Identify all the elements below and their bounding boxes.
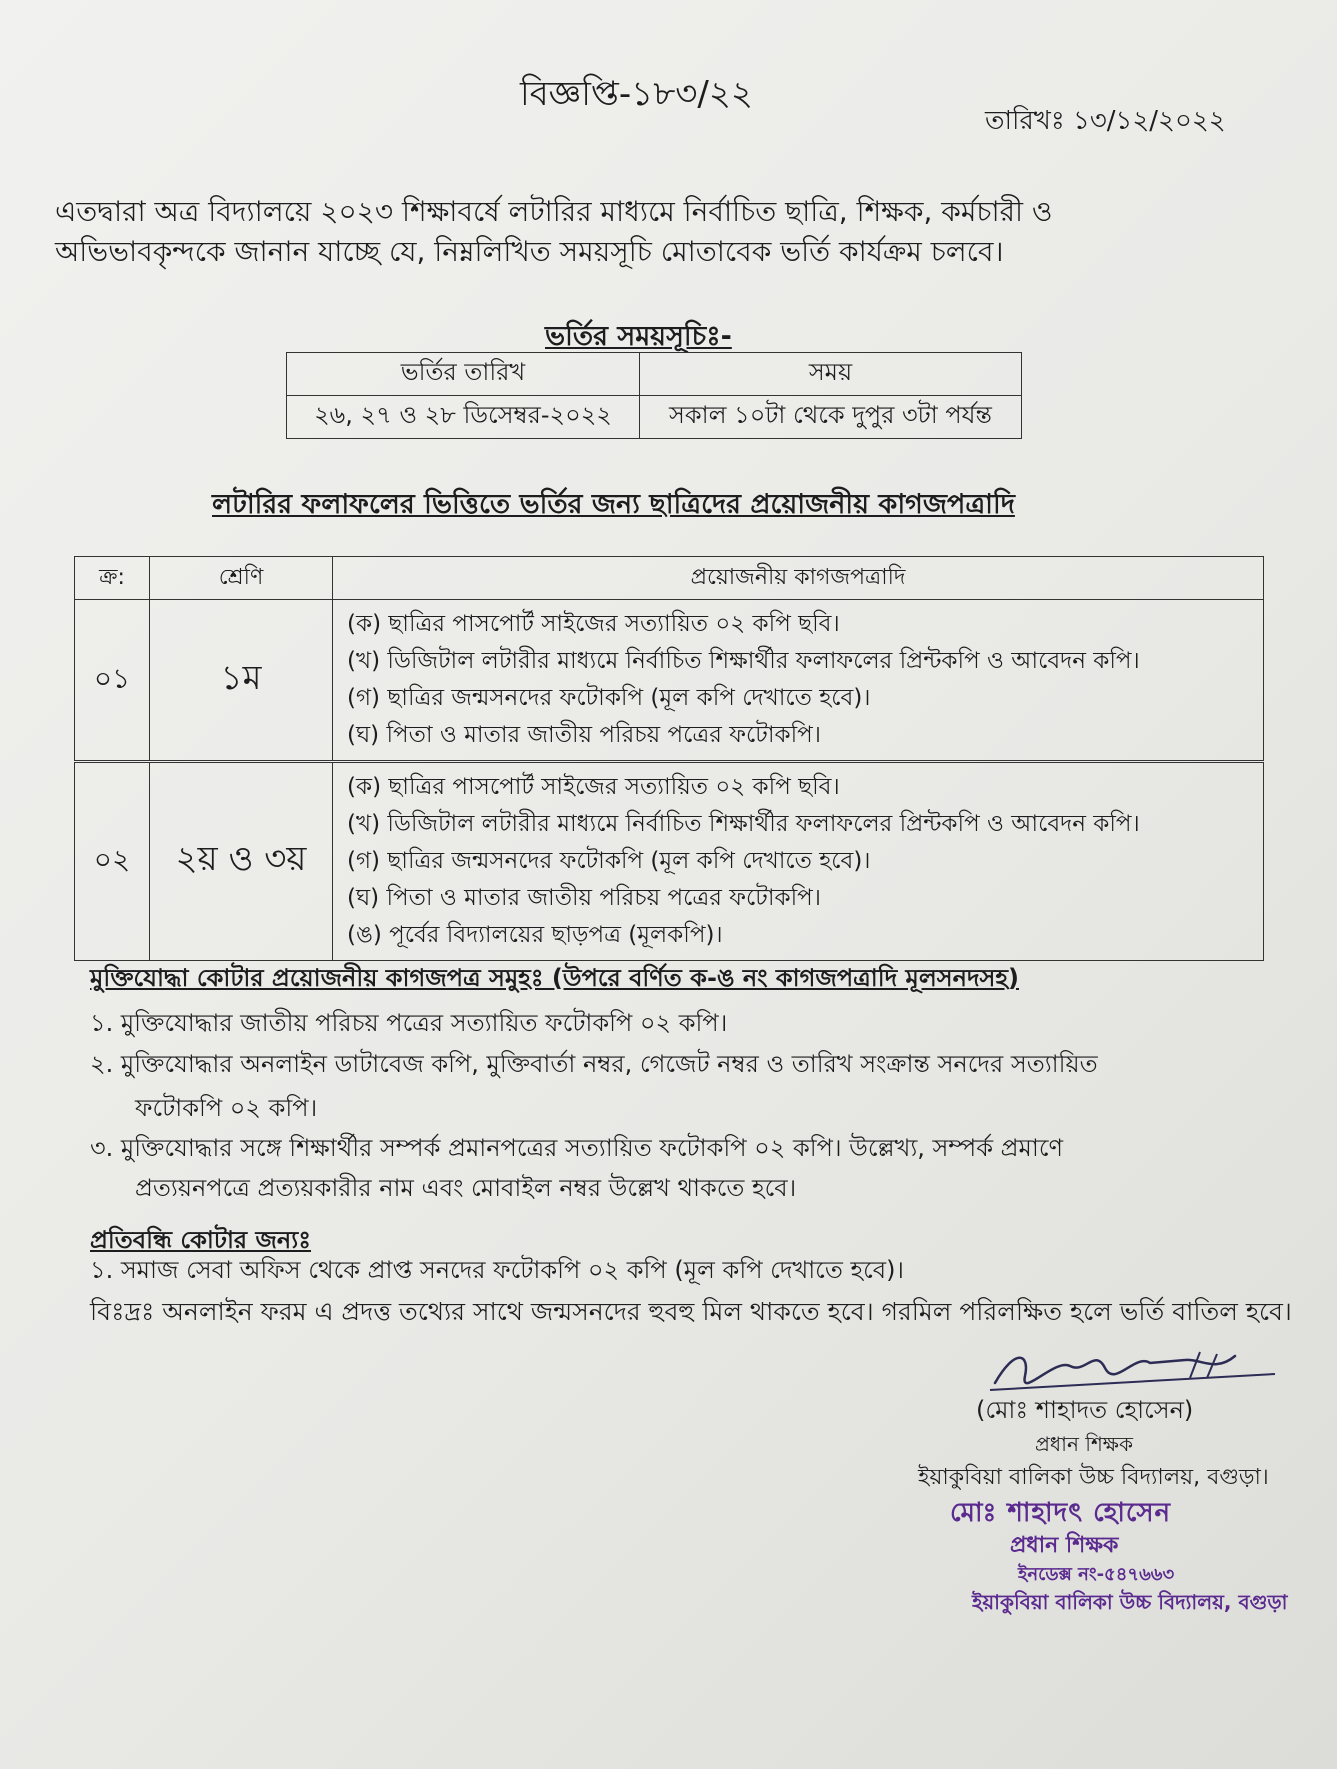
- row-class: ১ম: [150, 600, 333, 762]
- list-item: (ক) ছাত্রির পাসপোর্ট সাইজের সত্যায়িত ০২ কপি ছবি।: [347, 774, 840, 800]
- ff-item-2-line-1: ২. মুক্তিযোদ্ধার অনলাইন ডাটাবেজ কপি, মুক্তিবার্তা নম্বর, গেজেট নম্বর ও তারিখ সংক্রান্ত সনদের সত্যায়িত: [90, 1050, 1098, 1078]
- documents-heading: লটারির ফলাফলের ভিত্তিতে ভর্তির জন্য ছাত্রিদের প্রয়োজনীয় কাগজপত্রাদি: [212, 489, 1015, 520]
- row-serial: ০২: [75, 762, 150, 961]
- list-item: (ঘ) পিতা ও মাতার জাতীয় পরিচয় পত্রের ফটোকপি।: [347, 722, 822, 748]
- table-row: [75, 762, 1264, 961]
- notice-date: তারিখঃ ১৩/১২/২০২২: [985, 106, 1226, 136]
- intro-line-2: অভিভাবকৃন্দকে জানান যাচ্ছে যে, নিম্নলিখিত সময়সূচি মোতাবেক ভর্তি কার্যক্রম চলবে।: [55, 235, 1004, 268]
- list-item: (ক) ছাত্রির পাসপোর্ট সাইজের সত্যায়িত ০২ কপি ছবি।: [347, 611, 840, 637]
- disability-heading: প্রতিবন্ধি কোটার জন্যঃ: [90, 1226, 312, 1254]
- row-items: [333, 762, 1264, 961]
- signatory-name: (মোঃ শাহাদত হোসেন): [976, 1396, 1194, 1424]
- schedule-time-cell: সকাল ১০টা থেকে দুপুর ৩টা পর্যন্ত: [640, 396, 1022, 439]
- ff-item-3-line-1: ৩. মুক্তিযোদ্ধার সঙ্গে শিক্ষার্থীর সম্পর্ক প্রমানপত্রের সত্যায়িত ফটোকপি ০২ কপি। উল্লেখ্য, সম্পর্ক প্রমাণে: [90, 1134, 1063, 1162]
- disability-item-1: ১. সমাজ সেবা অফিস থেকে প্রাপ্ত সনদের ফটোকপি ০২ কপি (মূল কপি দেখাতে হবে)।: [90, 1256, 905, 1284]
- freedom-fighter-heading: মুক্তিযোদ্ধা কোটার প্রয়োজনীয় কাগজপত্র সমুহঃ (উপরে বর্ণিত ক-ঙ নং কাগজপত্রাদি মূলসনদসহ): [90, 964, 1019, 992]
- stamp-title: প্রধান শিক্ষক: [1010, 1533, 1119, 1558]
- schedule-heading: ভর্তির সময়সূচিঃ-: [545, 321, 732, 352]
- table-row: [75, 600, 1264, 762]
- ff-item-2-line-2: ফটোকপি ০২ কপি।: [135, 1094, 318, 1122]
- note-text: বিঃদ্রঃ অনলাইন ফরম এ প্রদত্ত তথ্যের সাথে জন্মসনদের হুবহু মিল থাকতে হবে। গরমিল পরিলক্ষিত হলে ভর্তি বাতিল হবে।: [90, 1297, 1292, 1326]
- signatory-title: প্রধান শিক্ষক: [1035, 1432, 1133, 1456]
- table-row: [287, 396, 1022, 439]
- stamp-index: ইনডেক্স নং-৫৪৭৬৬৩: [1018, 1564, 1175, 1585]
- list-item: (গ) ছাত্রির জন্মসনদের ফটোকপি (মূল কপি দেখাতে হবে)।: [347, 685, 871, 711]
- list-item: (খ) ডিজিটাল লটারীর মাধ্যমে নির্বাচিত শিক্ষার্থীর ফলাফলের প্রিন্টকপি ও আবেদন কপি।: [347, 648, 1140, 674]
- stamp-school: ইয়াকুবিয়া বালিকা উচ্চ বিদ্যালয়, বগুড়া: [972, 1590, 1288, 1614]
- list-item: (ঙ) পূর্বের বিদ্যালয়ের ছাড়পত্র (মূলকপি)।: [347, 922, 723, 948]
- ff-item-3-line-2: প্রত্যয়নপত্রে প্রত্যয়কারীর নাম এবং মোবাইল নম্বর উল্লেখ থাকতে হবে।: [135, 1174, 797, 1202]
- documents-table: [74, 556, 1264, 961]
- list-item: (খ) ডিজিটাল লটারীর মাধ্যমে নির্বাচিত শিক্ষার্থীর ফলাফলের প্রিন্টকপি ও আবেদন কপি।: [347, 811, 1140, 837]
- row-serial: ০১: [75, 600, 150, 762]
- documents-header-row: [75, 557, 1264, 600]
- list-item: (ঘ) পিতা ও মাতার জাতীয় পরিচয় পত্রের ফটোকপি।: [347, 885, 822, 911]
- schedule-date-cell: ২৬, ২৭ ও ২৮ ডিসেম্বর-২০২২: [287, 396, 640, 439]
- schedule-table: [286, 352, 1022, 439]
- signatory-school: ইয়াকুবিয়া বালিকা উচ্চ বিদ্যালয়, বগুড়া।: [918, 1465, 1269, 1490]
- header-documents: প্রয়োজনীয় কাগজপত্রাদি: [333, 557, 1264, 600]
- header-class: শ্রেণি: [150, 557, 333, 600]
- schedule-header-date: ভর্তির তারিখ: [287, 353, 640, 396]
- header-serial: ক্র:: [75, 557, 150, 600]
- ff-item-1: ১. মুক্তিযোদ্ধার জাতীয় পরিচয় পত্রের সত্যায়িত ফটোকপি ০২ কপি।: [90, 1009, 728, 1037]
- schedule-header-time: সময়: [640, 353, 1022, 396]
- intro-line-1: এতদ্বারা অত্র বিদ্যালয়ে ২০২৩ শিক্ষাবর্ষে লটারির মাধ্যমে নির্বাচিত ছাত্রি, শিক্ষক, কর্মচারী ও: [55, 195, 1053, 228]
- stamp-name: মোঃ শাহাদৎ হোসেন: [950, 1498, 1172, 1528]
- notice-number: বিজ্ঞপ্তি-১৮৩/২২: [520, 74, 754, 114]
- row-items: [333, 600, 1264, 762]
- row-class: ২য় ও ৩য়: [150, 762, 333, 961]
- schedule-header-row: [287, 353, 1022, 396]
- list-item: (গ) ছাত্রির জন্মসনদের ফটোকপি (মূল কপি দেখাতে হবে)।: [347, 848, 871, 874]
